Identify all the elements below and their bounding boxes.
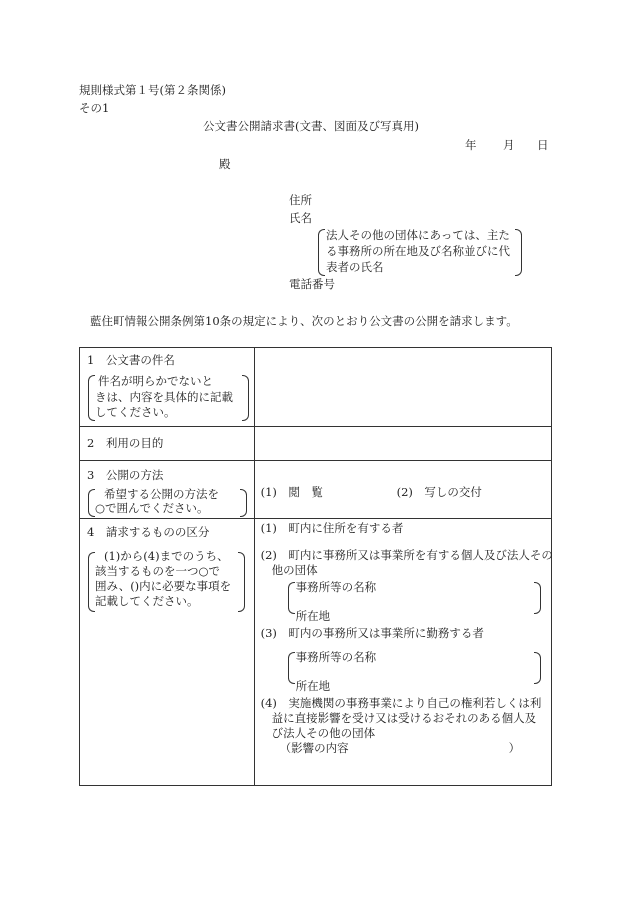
- addressee-label: 殿: [219, 157, 231, 171]
- office-name-label-3: 事務所等の名称: [295, 650, 377, 664]
- table-row: [80, 519, 552, 786]
- form-number: 規則様式第１号(第２条関係): [79, 83, 226, 97]
- row2-label: 2 利用の目的: [87, 436, 164, 450]
- row2-label-cell: [80, 427, 255, 461]
- table-row: [80, 427, 552, 461]
- office-bracket-right: [534, 582, 541, 614]
- option-inspection[interactable]: (1) 閲 覧: [260, 485, 323, 499]
- row4-value-cell: [254, 519, 551, 786]
- row3-label-cell: [80, 461, 255, 519]
- address-label: 住所: [289, 193, 312, 207]
- form-sub: その1: [79, 101, 110, 115]
- request-table: [79, 347, 552, 786]
- applicant-note-3: 表者の氏名: [326, 260, 384, 274]
- intro-text: 藍住町情報公開条例第10条の規定により、次のとおり公文書の公開を請求します。: [90, 314, 518, 328]
- row3-note-1: 希望する公開の方法を: [104, 487, 219, 501]
- effect-label: （影響の内容: [279, 741, 349, 755]
- row3-bracket-right: [240, 489, 247, 517]
- applicant-note-2: る事務所の所在地及び名称並びに代: [326, 244, 510, 258]
- date-month: 月: [503, 138, 515, 152]
- category-2-line2: 他の団体: [271, 563, 318, 577]
- row4-label-cell: [80, 519, 255, 786]
- option-copy[interactable]: (2) 写しの交付: [396, 485, 482, 499]
- category-1[interactable]: (1) 町内に住所を有する者: [260, 521, 404, 535]
- row1-note-2: きは、内容を具体的に記載: [95, 390, 233, 404]
- row1-note-1: 件名が明らかでないと: [98, 374, 213, 388]
- row1-bracket-left: [88, 375, 95, 421]
- row1-label-cell: [80, 348, 255, 427]
- row4-note-4: 記載してください。: [95, 594, 199, 608]
- category-2-line1[interactable]: (2) 町内に事務所又は事業所を有する個人及び法人その: [260, 548, 553, 562]
- row1-label: 1 公文書の件名: [87, 353, 175, 367]
- row4-note-3: 囲み、()内に必要な事項を: [95, 579, 232, 593]
- location-label: 所在地: [295, 609, 331, 623]
- category-3[interactable]: (3) 町内の事務所又は事業所に勤務する者: [260, 626, 484, 640]
- table-row: [80, 348, 552, 427]
- category-4-line3: び法人その他の団体: [271, 726, 376, 740]
- office3-bracket-right: [534, 652, 541, 684]
- page-title: 公文書公開請求書(文書、図面及び写真用): [203, 119, 419, 133]
- phone-label: 電話番号: [289, 277, 335, 291]
- row4-note-2: 該当するものを一つ○で: [95, 564, 221, 578]
- row4-bracket-right: [238, 552, 245, 612]
- office3-bracket-left: [288, 652, 295, 684]
- row1-note-3: してください。: [95, 405, 176, 419]
- note-bracket-left: [318, 229, 325, 276]
- row3-note-2: ○で囲んでください。: [95, 501, 209, 515]
- row1-bracket-right: [242, 375, 249, 421]
- applicant-note-1: 法人その他の団体にあっては、主た: [326, 228, 510, 242]
- row4-note-1: (1)から(4)までのうち、: [104, 549, 229, 563]
- office-name-label: 事務所等の名称: [295, 580, 377, 594]
- date-day: 日: [537, 138, 549, 152]
- row3-label: 3 公開の方法: [87, 468, 164, 482]
- name-label: 氏名: [289, 211, 312, 225]
- category-4-line2: 益に直接影響を受け又は受けるおそれのある個人及: [271, 711, 537, 725]
- row3-bracket-left: [88, 489, 95, 517]
- row1-value-cell[interactable]: [254, 348, 551, 427]
- location-label-3: 所在地: [295, 679, 331, 693]
- row2-value-cell[interactable]: [254, 427, 551, 461]
- effect-close: ）: [508, 741, 521, 755]
- category-4-line1[interactable]: (4) 実施機関の事務事業により自己の権利若しくは利: [260, 696, 542, 710]
- row4-bracket-left: [88, 552, 95, 612]
- table-row: [80, 461, 552, 519]
- office-bracket-left: [288, 582, 295, 614]
- date-year: 年: [465, 138, 477, 152]
- note-bracket-right: [515, 229, 522, 276]
- row4-label: 4 請求するものの区分: [87, 525, 210, 539]
- row3-value-cell: [254, 461, 551, 519]
